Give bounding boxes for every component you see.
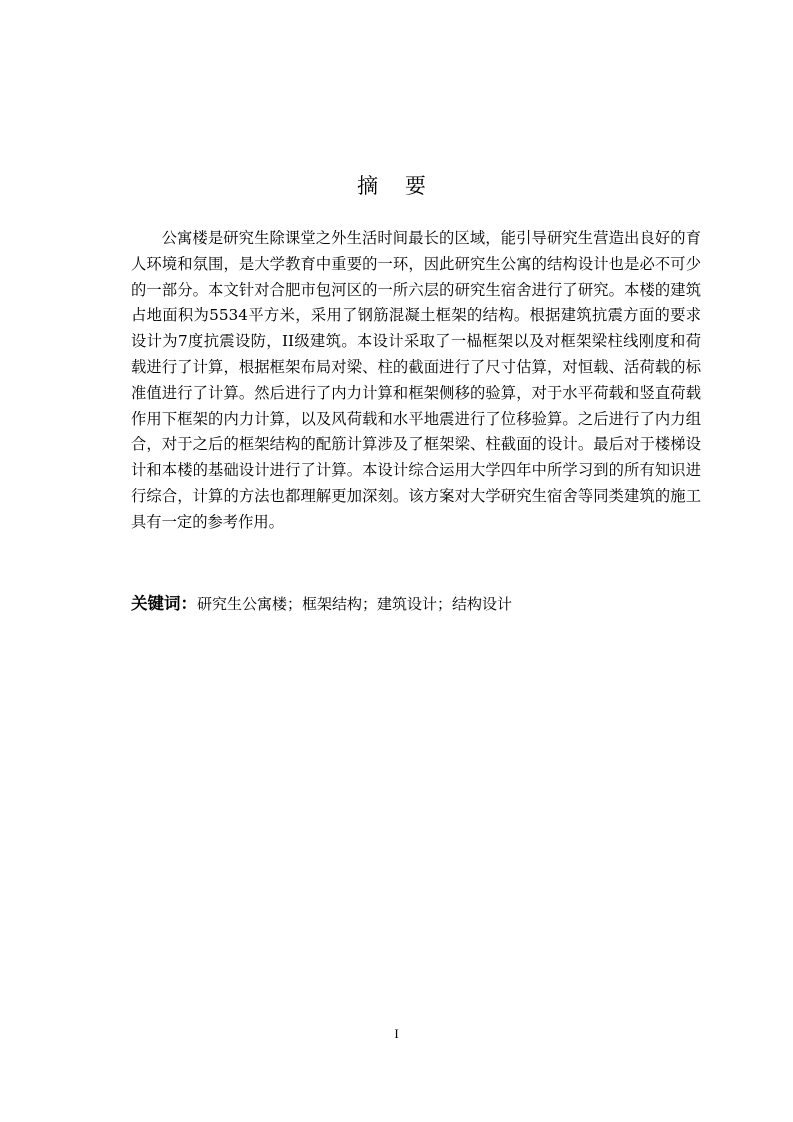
keywords-line [131, 592, 701, 616]
keywords-text: 研究生公寓楼；框架结构；建筑设计；结构设计 [197, 595, 513, 613]
abstract-body: 公寓楼是研究生除课堂之外生活时间最长的区域，能引导研究生营造出良好的育人环境和氛围，是大学教育中重要的一环，因此研究生公寓的结构设计也是必不可少的一部分。本文针对合肥市包河区的一所六层的研究生宿舍进行了研究。本楼的建筑占地面积为5534平方米，采用了钢筋混凝土框架的结构。根据建筑抗震方面的要求设计为7度抗震设防，II级建筑。本设计采取了一榀框架以及对框架梁柱线刚度和荷载进行了计算，根据框架布局对梁、柱的截面进行了尺寸估算，对恒载、活荷载的标准值进行了计算。然后进行了内力计算和框架侧移的验算，对于水平荷载和竖直荷载作用下框架的内力计算，以及风荷载和水平地震进行了位移验算。之后进行了内力组合，对于之后的框架结构的配筋计算涉及了框架梁、柱截面的设计。最后对于楼梯设计和本楼的基础设计进行了计算。本设计综合运用大学四年中所学习到的所有知识进行综合，计算的方法也都理解更加深刻。该方案对大学研究生宿舍等同类建筑的施工具有一定的参考作用。 [131, 229, 701, 531]
abstract-title: 摘 要 [357, 174, 436, 198]
keywords-label: 关键词： [131, 594, 197, 613]
page-number: I [394, 1026, 399, 1041]
